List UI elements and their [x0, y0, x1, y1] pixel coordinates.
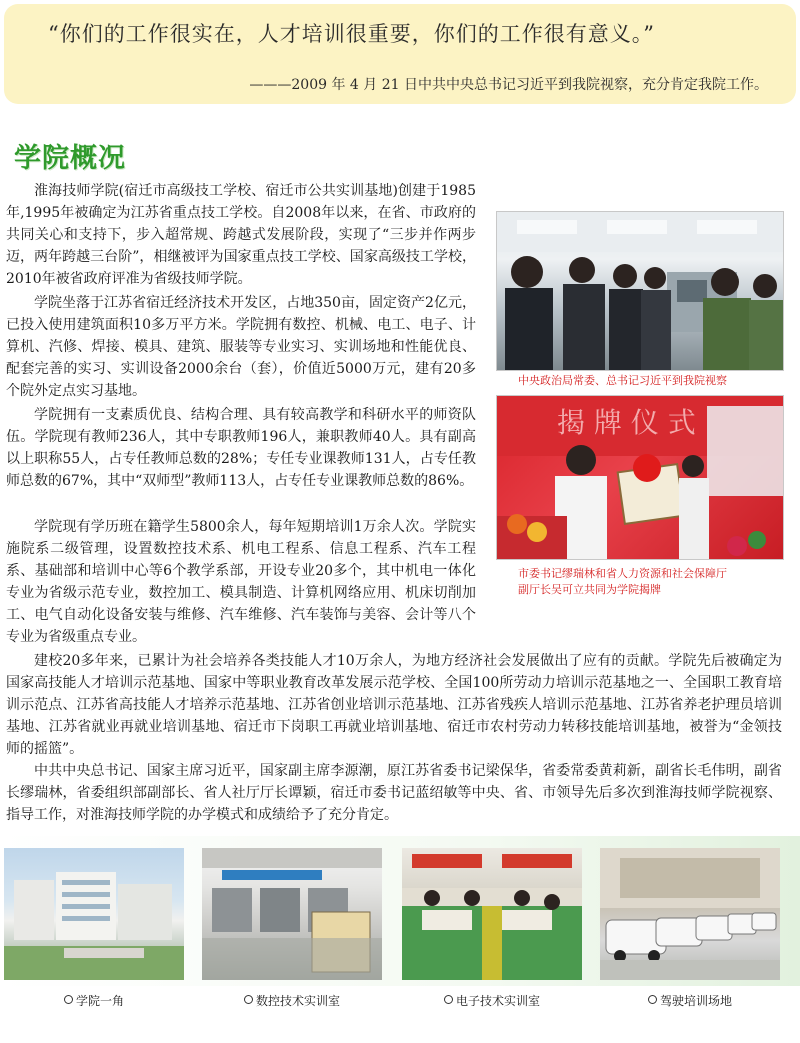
unveiling-photo-caption-line2: 副厅长吴可立共同为学院揭牌	[518, 583, 661, 596]
cnc-lab-thumbnail	[202, 848, 382, 980]
visit-photo-caption: 中央政治局常委、总书记习近平到我院视察	[518, 374, 727, 387]
visit-photo	[496, 211, 784, 371]
section-title: 学院概况	[14, 143, 126, 174]
electronics-lab-caption: 电子技术实训室	[402, 992, 582, 1009]
bullet-icon	[64, 995, 73, 1004]
paragraph-campus: 学院坐落于江苏省宿迁经济技术开发区，占地350亩，固定资产2亿元，已投入使用建筑面积10多万平方米。学院拥有数控、机械、电工、电子、计算机、汽修、焊接、模具、建筑、服装等专业实习、实训场地和性能优良、配套完善的实习、实训设备2000余台（套），价值近5000万元，建有20多个院外定点实习基地。	[6, 295, 476, 399]
cnc-lab-illustration	[202, 848, 382, 980]
driving-range-illustration	[600, 848, 780, 980]
campus-caption: 学院一角	[4, 992, 184, 1009]
bullet-icon	[648, 995, 657, 1004]
bullet-icon	[244, 995, 253, 1004]
unveiling-photo	[496, 395, 784, 560]
electronics-lab-thumbnail	[402, 848, 582, 980]
paragraph-students: 学院现有学历班在籍学生5800余人，每年短期培训1万余人次。学院实施院系二级管理，设置数控技术系、机电工程系、信息工程系、汽车工程系、基础部和培训中心等6个教学系部，开设专业20多个，其中机电一体化专业为省级示范专业，数控加工、模具制造、计算机网络应用、机床切削加工、电气自动化设备安装与维修、汽车维修、汽车装饰与美容、会计等八个专业为省级重点专业。	[6, 519, 476, 645]
quote-text: “你们的工作很实在，人才培训很重要，你们的工作很有意义。”	[48, 22, 655, 46]
electronics-lab-illustration	[402, 848, 582, 980]
quote-banner	[4, 4, 796, 104]
paragraph-achievements: 建校20多年来，已累计为社会培养各类技能人才10万余人，为地方经济社会发展做出了应有的贡献。学院先后被确定为国家高技能人才培训示范基地、国家中等职业教育改革发展示范学校、全国100所劳动力培训示范基地之一、全国职工教育培训示范点、江苏省高技能人才培养示范基地、江苏省创业培训示范基地、江苏省残疾人培训示范基地、江苏省养老护理员培训基地、江苏省就业再就业培训基地、宿迁市下岗职工再就业培训基地、宿迁市农村劳动力转移技能培训基地，被誉为“金领技师的摇篮”。	[6, 653, 782, 757]
campus-illustration	[4, 848, 184, 980]
unveiling-photo-illustration	[497, 396, 783, 559]
paragraph-history: 淮海技师学院(宿迁市高级技工学校、宿迁市公共实训基地)创建于1985年,1995年被确定为江苏省重点技工学校。自2008年以来，在省、市政府的共同关心和支持下，步入超常规、跨越式发展阶段，实现了“三步并作两步迈，两年跨越三台阶”，相继被评为国家重点技工学校、国家高级技工学校，2010年被省政府评准为省级技师学院。	[6, 183, 476, 287]
paragraph-leaders: 中共中央总书记、国家主席习近平，国家副主席李源潮，原江苏省委书记梁保华，省委常委黄莉新，副省长毛伟明，副省长缪瑞林，省委组织部副部长、省人社厅厅长谭颖，宿迁市委书记蓝绍敏等中央、省、市领导先后多次到淮海技师学院视察、指导工作，对淮海技师学院的办学模式和成绩给予了充分肯定。	[6, 763, 782, 823]
paragraph-faculty: 学院拥有一支素质优良、结构合理、具有较高教学和科研水平的师资队伍。学院现有教师236人，其中专职教师196人，兼职教师40人。具有副高以上职称55人，占专任教师总数的28%；专任专业课教师131人，占专任教师总数的67%，其中“双师型”教师113人，占专任专业课教师总数的86%。	[6, 407, 476, 489]
unveiling-photo-caption-line1: 市委书记缪瑞林和省人力资源和社会保障厅	[518, 567, 727, 580]
campus-thumbnail	[4, 848, 184, 980]
driving-range-caption: 驾驶培训场地	[600, 992, 780, 1009]
quote-attribution: ———2009 年 4 月 21 日中共中央总书记习近平到我院视察，充分肯定我院工作。	[249, 77, 768, 93]
bullet-icon	[444, 995, 453, 1004]
driving-range-thumbnail	[600, 848, 780, 980]
cnc-lab-caption: 数控技术实训室	[202, 992, 382, 1009]
svg-text:揭 牌 仪 式: 揭 牌 仪 式	[557, 406, 696, 439]
visit-photo-illustration	[497, 212, 783, 370]
